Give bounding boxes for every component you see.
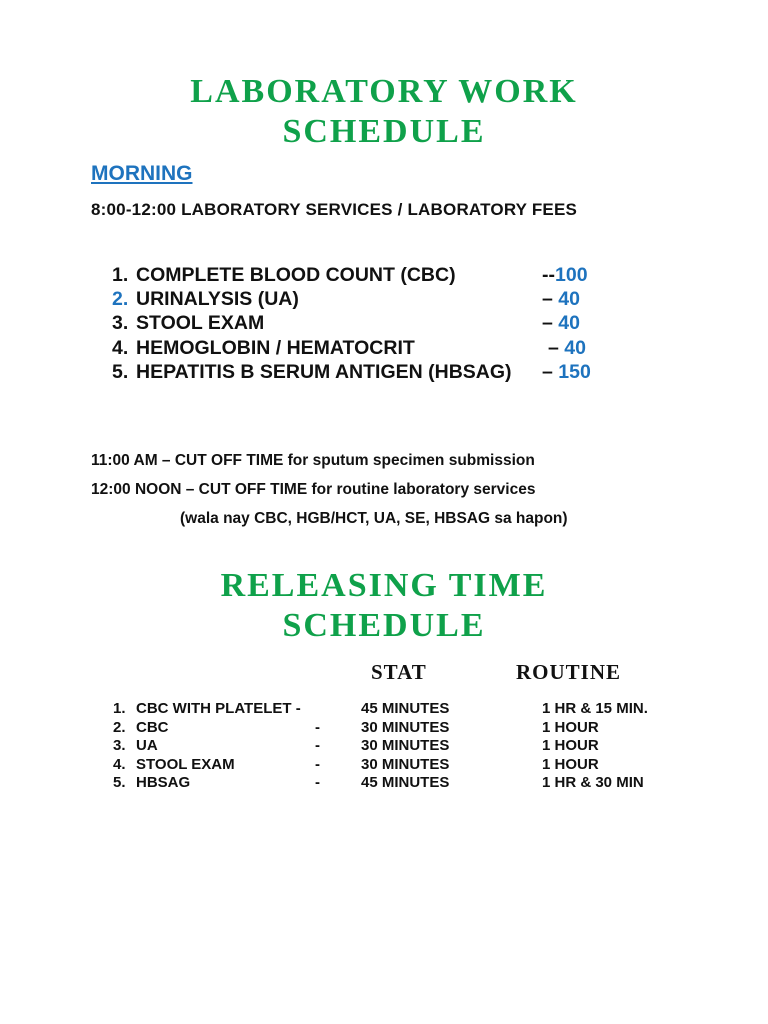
fee-item-number: 4. (112, 336, 129, 359)
fees-list (112, 263, 591, 384)
release-row-dash: - (315, 755, 320, 773)
release-row-dash: - (315, 718, 320, 736)
release-row-routine: 1 HOUR (542, 718, 599, 736)
column-header-routine: ROUTINE (516, 660, 622, 684)
release-row-routine: 1 HR & 15 MIN. (542, 700, 648, 717)
fee-item (112, 263, 588, 287)
release-row-stat: 30 MINUTES (361, 755, 450, 773)
release-row-stat: 45 MINUTES (361, 774, 450, 792)
release-row-routine: 1 HOUR (542, 755, 599, 773)
release-row-routine: 1 HR & 30 MIN (542, 774, 644, 792)
fee-amount: 100 (555, 264, 588, 286)
release-row (113, 737, 713, 756)
cutoff-note-sputum: 11:00 AM – CUT OFF TIME for sputum specimen submission (91, 452, 535, 469)
fee-separator: – (542, 360, 559, 383)
release-row-test: CBC WITH PLATELET - (136, 700, 301, 717)
release-row-number: 5. (113, 774, 126, 792)
releasing-title-line-1: RELEASING TIME (220, 567, 548, 604)
release-row-test: STOOL EXAM (136, 755, 235, 773)
fee-separator: – (548, 336, 565, 359)
release-row (113, 756, 713, 775)
fee-item (112, 336, 586, 360)
release-list (113, 700, 713, 793)
fee-separator: – (542, 312, 559, 335)
release-row-dash: - (315, 737, 320, 755)
page-title-line-1: LABORATORY WORK (190, 73, 578, 110)
page-title-line-2: SCHEDULE (282, 113, 486, 150)
fee-item-name: HEPATITIS B SERUM ANTIGEN (HBSAG) (136, 360, 512, 383)
release-row-number: 4. (113, 755, 126, 773)
fee-item (112, 287, 580, 311)
release-row-number: 2. (113, 718, 126, 736)
release-row-routine: 1 HOUR (542, 737, 599, 755)
fee-item-name: URINALYSIS (UA) (136, 288, 299, 311)
release-row-dash: - (315, 774, 320, 792)
fee-item-name: STOOL EXAM (136, 312, 265, 335)
release-row-number: 3. (113, 737, 126, 755)
fee-item-name: COMPLETE BLOOD COUNT (CBC) (136, 264, 456, 286)
release-row-stat: 30 MINUTES (361, 737, 450, 755)
fee-item-number: 5. (112, 360, 129, 383)
release-row-stat: 45 MINUTES (361, 700, 450, 717)
fee-item-number: 1. (112, 264, 129, 286)
fee-item (112, 311, 580, 335)
release-row (113, 719, 713, 738)
release-row (113, 700, 713, 719)
release-row-test: CBC (136, 718, 169, 736)
release-row-stat: 30 MINUTES (361, 718, 450, 736)
fee-amount: 40 (564, 336, 586, 359)
morning-heading: MORNING (91, 162, 193, 185)
release-row-test: UA (136, 737, 158, 755)
morning-subheading: 8:00-12:00 LABORATORY SERVICES / LABORATORY FEES (91, 200, 578, 219)
releasing-title-line-2: SCHEDULE (282, 607, 486, 644)
releasing-title (0, 566, 768, 646)
fee-separator: -- (542, 264, 555, 286)
fee-amount: 40 (558, 312, 580, 335)
fee-amount: 150 (558, 360, 591, 383)
page-title (0, 72, 768, 152)
release-row-number: 1. (113, 700, 126, 717)
fee-item (112, 360, 591, 384)
fee-item-number: 3. (112, 312, 129, 335)
fee-amount: 40 (558, 288, 580, 311)
release-row (113, 774, 713, 793)
fee-item-number: 2. (112, 288, 129, 311)
column-header-stat: STAT (371, 660, 427, 684)
afternoon-remark: (wala nay CBC, HGB/HCT, UA, SE, HBSAG sa hapon) (180, 510, 568, 527)
cutoff-note-routine: 12:00 NOON – CUT OFF TIME for routine laboratory services (91, 481, 536, 498)
release-row-test: HBSAG (136, 774, 191, 792)
fee-separator: – (542, 288, 559, 311)
fee-item-name: HEMOGLOBIN / HEMATOCRIT (136, 336, 415, 359)
